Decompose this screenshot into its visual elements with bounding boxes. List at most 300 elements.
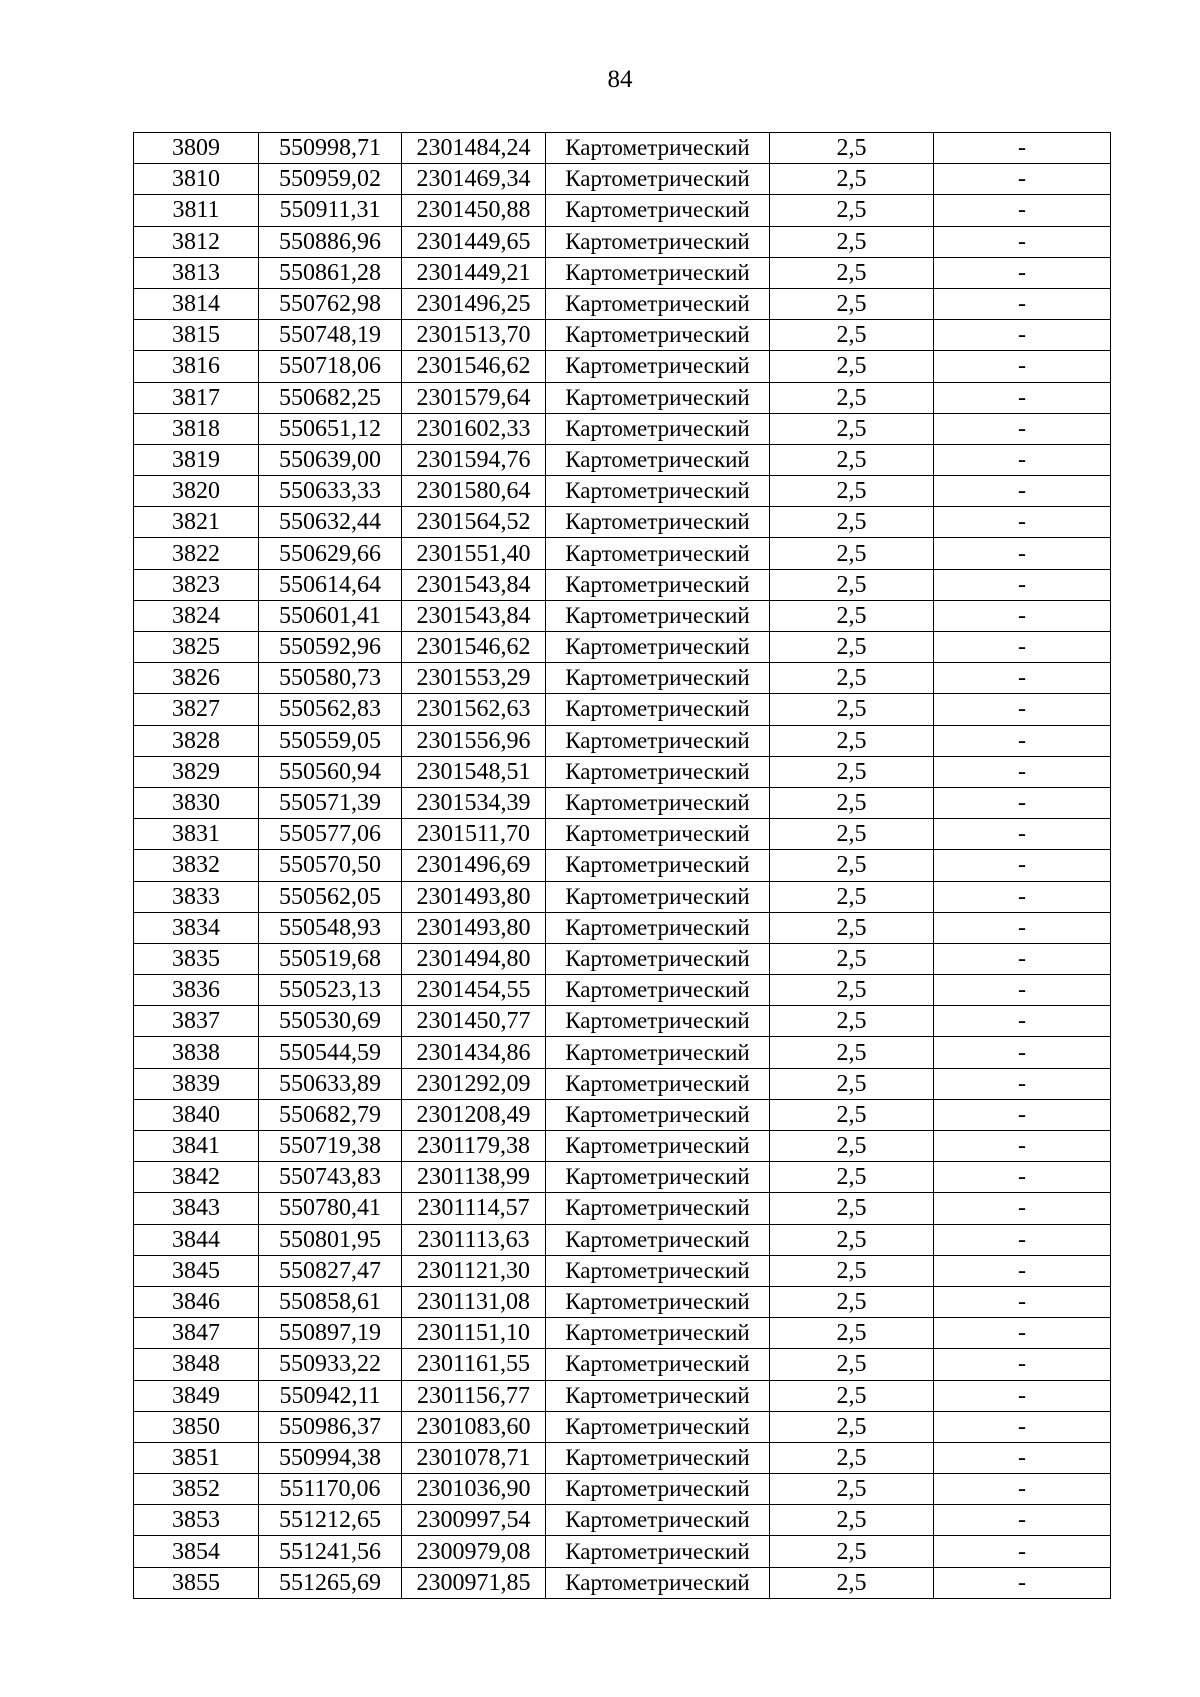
point-number-cell: 3833 (134, 881, 259, 912)
table-row (134, 1442, 1111, 1473)
x-coordinate-cell: 550544,59 (259, 1037, 402, 1068)
y-coordinate-cell: 2301138,99 (402, 1162, 546, 1193)
error-cell: 2,5 (770, 694, 934, 725)
table-row (134, 756, 1111, 787)
method-cell: Картометрический (546, 943, 770, 974)
y-coordinate-cell: 2301543,84 (402, 600, 546, 631)
method-cell: Картометрический (546, 1193, 770, 1224)
method-cell: Картометрический (546, 507, 770, 538)
y-coordinate-cell: 2301493,80 (402, 912, 546, 943)
y-coordinate-cell: 2301292,09 (402, 1068, 546, 1099)
error-cell: 2,5 (770, 507, 934, 538)
table-body (134, 133, 1111, 1599)
x-coordinate-cell: 550886,96 (259, 226, 402, 257)
point-number-cell: 3855 (134, 1567, 259, 1598)
method-cell: Картометрический (546, 1131, 770, 1162)
x-coordinate-cell: 550592,96 (259, 632, 402, 663)
point-number-cell: 3848 (134, 1349, 259, 1380)
page-number: 84 (607, 66, 633, 93)
error-cell: 2,5 (770, 912, 934, 943)
method-cell: Картометрический (546, 288, 770, 319)
error-cell: 2,5 (770, 226, 934, 257)
point-number-cell: 3845 (134, 1255, 259, 1286)
y-coordinate-cell: 2301078,71 (402, 1442, 546, 1473)
note-cell: - (934, 1474, 1111, 1505)
error-cell: 2,5 (770, 663, 934, 694)
table-row (134, 1193, 1111, 1224)
error-cell: 2,5 (770, 1006, 934, 1037)
table-row (134, 1411, 1111, 1442)
table-row (134, 1037, 1111, 1068)
point-number-cell: 3811 (134, 195, 259, 226)
y-coordinate-cell: 2301551,40 (402, 538, 546, 569)
method-cell: Картометрический (546, 320, 770, 351)
note-cell: - (934, 787, 1111, 818)
x-coordinate-cell: 550858,61 (259, 1286, 402, 1317)
error-cell: 2,5 (770, 382, 934, 413)
x-coordinate-cell: 550682,79 (259, 1099, 402, 1130)
method-cell: Картометрический (546, 1442, 770, 1473)
error-cell: 2,5 (770, 320, 934, 351)
x-coordinate-cell: 550632,44 (259, 507, 402, 538)
table-row (134, 1162, 1111, 1193)
note-cell: - (934, 756, 1111, 787)
error-cell: 2,5 (770, 569, 934, 600)
y-coordinate-cell: 2301484,24 (402, 133, 546, 164)
y-coordinate-cell: 2301548,51 (402, 756, 546, 787)
note-cell: - (934, 226, 1111, 257)
note-cell: - (934, 257, 1111, 288)
table-row (134, 288, 1111, 319)
table-row (134, 538, 1111, 569)
x-coordinate-cell: 550719,38 (259, 1131, 402, 1162)
method-cell: Картометрический (546, 1411, 770, 1442)
x-coordinate-cell: 550911,31 (259, 195, 402, 226)
point-number-cell: 3838 (134, 1037, 259, 1068)
point-number-cell: 3854 (134, 1536, 259, 1567)
point-number-cell: 3816 (134, 351, 259, 382)
error-cell: 2,5 (770, 351, 934, 382)
method-cell: Картометрический (546, 382, 770, 413)
note-cell: - (934, 1567, 1111, 1598)
table-row (134, 787, 1111, 818)
error-cell: 2,5 (770, 1255, 934, 1286)
x-coordinate-cell: 550530,69 (259, 1006, 402, 1037)
x-coordinate-cell: 550629,66 (259, 538, 402, 569)
table-row (134, 1380, 1111, 1411)
y-coordinate-cell: 2301534,39 (402, 787, 546, 818)
y-coordinate-cell: 2300979,08 (402, 1536, 546, 1567)
table-row (134, 1099, 1111, 1130)
y-coordinate-cell: 2301594,76 (402, 444, 546, 475)
note-cell: - (934, 663, 1111, 694)
x-coordinate-cell: 550827,47 (259, 1255, 402, 1286)
y-coordinate-cell: 2301543,84 (402, 569, 546, 600)
error-cell: 2,5 (770, 1349, 934, 1380)
error-cell: 2,5 (770, 538, 934, 569)
x-coordinate-cell: 550577,06 (259, 819, 402, 850)
error-cell: 2,5 (770, 1567, 934, 1598)
note-cell: - (934, 195, 1111, 226)
x-coordinate-cell: 550614,64 (259, 569, 402, 600)
x-coordinate-cell: 551265,69 (259, 1567, 402, 1598)
y-coordinate-cell: 2301179,38 (402, 1131, 546, 1162)
method-cell: Картометрический (546, 1162, 770, 1193)
point-number-cell: 3849 (134, 1380, 259, 1411)
table-row (134, 943, 1111, 974)
error-cell: 2,5 (770, 1131, 934, 1162)
table-row (134, 1006, 1111, 1037)
method-cell: Картометрический (546, 819, 770, 850)
point-number-cell: 3842 (134, 1162, 259, 1193)
x-coordinate-cell: 551241,56 (259, 1536, 402, 1567)
x-coordinate-cell: 550780,41 (259, 1193, 402, 1224)
table-row (134, 600, 1111, 631)
method-cell: Картометрический (546, 663, 770, 694)
note-cell: - (934, 912, 1111, 943)
error-cell: 2,5 (770, 725, 934, 756)
x-coordinate-cell: 550560,94 (259, 756, 402, 787)
point-number-cell: 3834 (134, 912, 259, 943)
method-cell: Картометрический (546, 1099, 770, 1130)
x-coordinate-cell: 550633,89 (259, 1068, 402, 1099)
note-cell: - (934, 133, 1111, 164)
point-number-cell: 3841 (134, 1131, 259, 1162)
table-row (134, 382, 1111, 413)
x-coordinate-cell: 550639,00 (259, 444, 402, 475)
point-number-cell: 3847 (134, 1318, 259, 1349)
point-number-cell: 3826 (134, 663, 259, 694)
table-row (134, 694, 1111, 725)
method-cell: Картометрический (546, 632, 770, 663)
table-row (134, 413, 1111, 444)
point-number-cell: 3821 (134, 507, 259, 538)
x-coordinate-cell: 550601,41 (259, 600, 402, 631)
error-cell: 2,5 (770, 632, 934, 663)
table-row (134, 632, 1111, 663)
x-coordinate-cell: 550718,06 (259, 351, 402, 382)
method-cell: Картометрический (546, 1474, 770, 1505)
method-cell: Картометрический (546, 538, 770, 569)
method-cell: Картометрический (546, 195, 770, 226)
note-cell: - (934, 476, 1111, 507)
note-cell: - (934, 1318, 1111, 1349)
note-cell: - (934, 600, 1111, 631)
table-row (134, 195, 1111, 226)
error-cell: 2,5 (770, 1037, 934, 1068)
point-number-cell: 3831 (134, 819, 259, 850)
note-cell: - (934, 1411, 1111, 1442)
error-cell: 2,5 (770, 1224, 934, 1255)
y-coordinate-cell: 2301564,52 (402, 507, 546, 538)
note-cell: - (934, 1380, 1111, 1411)
point-number-cell: 3813 (134, 257, 259, 288)
note-cell: - (934, 819, 1111, 850)
method-cell: Картометрический (546, 164, 770, 195)
note-cell: - (934, 632, 1111, 663)
coordinates-table (133, 132, 1111, 1599)
table-row (134, 1131, 1111, 1162)
note-cell: - (934, 351, 1111, 382)
method-cell: Картометрический (546, 881, 770, 912)
method-cell: Картометрический (546, 1536, 770, 1567)
note-cell: - (934, 1131, 1111, 1162)
x-coordinate-cell: 550933,22 (259, 1349, 402, 1380)
y-coordinate-cell: 2301434,86 (402, 1037, 546, 1068)
x-coordinate-cell: 550748,19 (259, 320, 402, 351)
note-cell: - (934, 320, 1111, 351)
note-cell: - (934, 1255, 1111, 1286)
table-row (134, 1068, 1111, 1099)
y-coordinate-cell: 2300997,54 (402, 1505, 546, 1536)
x-coordinate-cell: 550580,73 (259, 663, 402, 694)
method-cell: Картометрический (546, 912, 770, 943)
table-row (134, 320, 1111, 351)
y-coordinate-cell: 2301450,88 (402, 195, 546, 226)
error-cell: 2,5 (770, 975, 934, 1006)
y-coordinate-cell: 2301449,21 (402, 257, 546, 288)
note-cell: - (934, 382, 1111, 413)
error-cell: 2,5 (770, 164, 934, 195)
note-cell: - (934, 164, 1111, 195)
note-cell: - (934, 507, 1111, 538)
error-cell: 2,5 (770, 756, 934, 787)
x-coordinate-cell: 550801,95 (259, 1224, 402, 1255)
method-cell: Картометрический (546, 694, 770, 725)
point-number-cell: 3853 (134, 1505, 259, 1536)
error-cell: 2,5 (770, 1442, 934, 1473)
y-coordinate-cell: 2301493,80 (402, 881, 546, 912)
y-coordinate-cell: 2301156,77 (402, 1380, 546, 1411)
note-cell: - (934, 1037, 1111, 1068)
note-cell: - (934, 1006, 1111, 1037)
table-row (134, 476, 1111, 507)
point-number-cell: 3823 (134, 569, 259, 600)
point-number-cell: 3810 (134, 164, 259, 195)
x-coordinate-cell: 551212,65 (259, 1505, 402, 1536)
y-coordinate-cell: 2301494,80 (402, 943, 546, 974)
table-row (134, 507, 1111, 538)
table-row (134, 663, 1111, 694)
error-cell: 2,5 (770, 195, 934, 226)
x-coordinate-cell: 550559,05 (259, 725, 402, 756)
table-row (134, 819, 1111, 850)
note-cell: - (934, 1068, 1111, 1099)
note-cell: - (934, 1224, 1111, 1255)
error-cell: 2,5 (770, 943, 934, 974)
point-number-cell: 3836 (134, 975, 259, 1006)
method-cell: Картометрический (546, 133, 770, 164)
error-cell: 2,5 (770, 1411, 934, 1442)
error-cell: 2,5 (770, 787, 934, 818)
method-cell: Картометрический (546, 413, 770, 444)
method-cell: Картометрический (546, 600, 770, 631)
method-cell: Картометрический (546, 1380, 770, 1411)
point-number-cell: 3840 (134, 1099, 259, 1130)
table-row (134, 351, 1111, 382)
note-cell: - (934, 975, 1111, 1006)
method-cell: Картометрический (546, 1068, 770, 1099)
note-cell: - (934, 1099, 1111, 1130)
point-number-cell: 3818 (134, 413, 259, 444)
y-coordinate-cell: 2301562,63 (402, 694, 546, 725)
method-cell: Картометрический (546, 975, 770, 1006)
x-coordinate-cell: 550897,19 (259, 1318, 402, 1349)
table-row (134, 1255, 1111, 1286)
table-row (134, 975, 1111, 1006)
point-number-cell: 3824 (134, 600, 259, 631)
error-cell: 2,5 (770, 133, 934, 164)
method-cell: Картометрический (546, 1255, 770, 1286)
x-coordinate-cell: 550942,11 (259, 1380, 402, 1411)
point-number-cell: 3850 (134, 1411, 259, 1442)
y-coordinate-cell: 2301151,10 (402, 1318, 546, 1349)
point-number-cell: 3819 (134, 444, 259, 475)
note-cell: - (934, 1286, 1111, 1317)
point-number-cell: 3837 (134, 1006, 259, 1037)
point-number-cell: 3832 (134, 850, 259, 881)
y-coordinate-cell: 2301131,08 (402, 1286, 546, 1317)
note-cell: - (934, 1193, 1111, 1224)
note-cell: - (934, 1536, 1111, 1567)
point-number-cell: 3809 (134, 133, 259, 164)
note-cell: - (934, 1505, 1111, 1536)
y-coordinate-cell: 2301113,63 (402, 1224, 546, 1255)
method-cell: Картометрический (546, 1318, 770, 1349)
y-coordinate-cell: 2300971,85 (402, 1567, 546, 1598)
x-coordinate-cell: 550523,13 (259, 975, 402, 1006)
method-cell: Картометрический (546, 1224, 770, 1255)
x-coordinate-cell: 550651,12 (259, 413, 402, 444)
method-cell: Картометрический (546, 257, 770, 288)
table-row (134, 1349, 1111, 1380)
table-row (134, 226, 1111, 257)
point-number-cell: 3827 (134, 694, 259, 725)
point-number-cell: 3820 (134, 476, 259, 507)
table-row (134, 257, 1111, 288)
method-cell: Картометрический (546, 787, 770, 818)
x-coordinate-cell: 550998,71 (259, 133, 402, 164)
error-cell: 2,5 (770, 1193, 934, 1224)
point-number-cell: 3822 (134, 538, 259, 569)
y-coordinate-cell: 2301454,55 (402, 975, 546, 1006)
point-number-cell: 3829 (134, 756, 259, 787)
y-coordinate-cell: 2301450,77 (402, 1006, 546, 1037)
table-row (134, 1318, 1111, 1349)
method-cell: Картометрический (546, 226, 770, 257)
error-cell: 2,5 (770, 819, 934, 850)
x-coordinate-cell: 551170,06 (259, 1474, 402, 1505)
table-row (134, 1474, 1111, 1505)
table-row (134, 881, 1111, 912)
method-cell: Картометрический (546, 444, 770, 475)
error-cell: 2,5 (770, 288, 934, 319)
method-cell: Картометрический (546, 476, 770, 507)
table-row (134, 133, 1111, 164)
table-row (134, 850, 1111, 881)
method-cell: Картометрический (546, 569, 770, 600)
error-cell: 2,5 (770, 257, 934, 288)
point-number-cell: 3815 (134, 320, 259, 351)
y-coordinate-cell: 2301553,29 (402, 663, 546, 694)
error-cell: 2,5 (770, 1099, 934, 1130)
point-number-cell: 3828 (134, 725, 259, 756)
method-cell: Картометрический (546, 1037, 770, 1068)
y-coordinate-cell: 2301513,70 (402, 320, 546, 351)
x-coordinate-cell: 550682,25 (259, 382, 402, 413)
note-cell: - (934, 1442, 1111, 1473)
note-cell: - (934, 1349, 1111, 1380)
x-coordinate-cell: 550959,02 (259, 164, 402, 195)
method-cell: Картометрический (546, 756, 770, 787)
note-cell: - (934, 943, 1111, 974)
error-cell: 2,5 (770, 1286, 934, 1317)
table-row (134, 164, 1111, 195)
x-coordinate-cell: 550562,05 (259, 881, 402, 912)
point-number-cell: 3852 (134, 1474, 259, 1505)
error-cell: 2,5 (770, 1505, 934, 1536)
x-coordinate-cell: 550519,68 (259, 943, 402, 974)
note-cell: - (934, 288, 1111, 319)
y-coordinate-cell: 2301449,65 (402, 226, 546, 257)
error-cell: 2,5 (770, 850, 934, 881)
method-cell: Картометрический (546, 1006, 770, 1037)
method-cell: Картометрический (546, 850, 770, 881)
table-row (134, 1567, 1111, 1598)
y-coordinate-cell: 2301496,69 (402, 850, 546, 881)
point-number-cell: 3830 (134, 787, 259, 818)
note-cell: - (934, 1162, 1111, 1193)
error-cell: 2,5 (770, 1536, 934, 1567)
table-row (134, 912, 1111, 943)
x-coordinate-cell: 550861,28 (259, 257, 402, 288)
note-cell: - (934, 725, 1111, 756)
note-cell: - (934, 444, 1111, 475)
y-coordinate-cell: 2301036,90 (402, 1474, 546, 1505)
method-cell: Картометрический (546, 1505, 770, 1536)
method-cell: Картометрический (546, 1567, 770, 1598)
x-coordinate-cell: 550571,39 (259, 787, 402, 818)
y-coordinate-cell: 2301469,34 (402, 164, 546, 195)
error-cell: 2,5 (770, 600, 934, 631)
y-coordinate-cell: 2301496,25 (402, 288, 546, 319)
point-number-cell: 3846 (134, 1286, 259, 1317)
x-coordinate-cell: 550570,50 (259, 850, 402, 881)
table-row (134, 1224, 1111, 1255)
point-number-cell: 3851 (134, 1442, 259, 1473)
y-coordinate-cell: 2301580,64 (402, 476, 546, 507)
y-coordinate-cell: 2301208,49 (402, 1099, 546, 1130)
x-coordinate-cell: 550548,93 (259, 912, 402, 943)
x-coordinate-cell: 550743,83 (259, 1162, 402, 1193)
y-coordinate-cell: 2301511,70 (402, 819, 546, 850)
error-cell: 2,5 (770, 1162, 934, 1193)
method-cell: Картометрический (546, 1349, 770, 1380)
note-cell: - (934, 694, 1111, 725)
table-row (134, 444, 1111, 475)
table-row (134, 1536, 1111, 1567)
y-coordinate-cell: 2301121,30 (402, 1255, 546, 1286)
y-coordinate-cell: 2301546,62 (402, 351, 546, 382)
method-cell: Картометрический (546, 1286, 770, 1317)
error-cell: 2,5 (770, 1474, 934, 1505)
note-cell: - (934, 569, 1111, 600)
table-row (134, 569, 1111, 600)
method-cell: Картометрический (546, 351, 770, 382)
x-coordinate-cell: 550986,37 (259, 1411, 402, 1442)
point-number-cell: 3844 (134, 1224, 259, 1255)
y-coordinate-cell: 2301579,64 (402, 382, 546, 413)
